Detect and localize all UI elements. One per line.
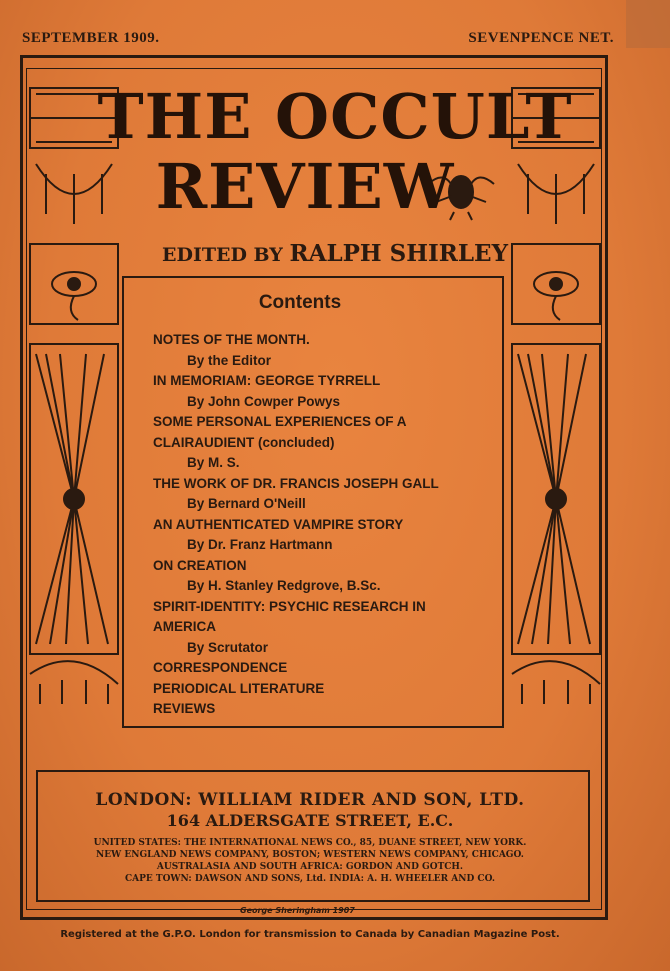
registration-notice: Registered at the G.P.O. London for transmission to Canada by Canadian Magazine Post. (60, 929, 560, 940)
toc-entry (153, 597, 483, 659)
artist-signature: George Sheringham 1907 (240, 906, 355, 915)
magazine-title-line1: THE OCCULT (97, 80, 573, 153)
toc-author: By Bernard O'Neill (187, 496, 306, 511)
toc-title: REVIEWS (153, 701, 216, 716)
toc-title: NOTES OF THE MONTH. (153, 332, 310, 347)
toc-entry (153, 474, 483, 515)
distributor-line: CAPE TOWN: DAWSON AND SONS, Ltd. INDIA: A. H. WHEELER AND CO. (124, 874, 496, 884)
toc-title: CORRESPONDENCE (153, 660, 288, 675)
editor-name: RALPH SHIRLEY (289, 240, 508, 267)
toc-title: PERIODICAL LITERATURE (153, 680, 325, 696)
toc-title: SOME PERSONAL EXPERIENCES OF A CLAIRAUDIENT (concluded) (153, 414, 407, 450)
toc-author: By the Editor (187, 352, 272, 368)
issue-price: SEVENPENCE NET. (468, 30, 614, 46)
issue-date: SEPTEMBER 1909. (22, 30, 160, 46)
magazine-title-line2: REVIEW (155, 150, 455, 223)
toc-entry (153, 658, 483, 679)
toc-title: AN AUTHENTICATED VAMPIRE STORY (153, 516, 404, 532)
toc-title: ON CREATION (153, 557, 247, 573)
toc-title: THE WORK OF DR. FRANCIS JOSEPH GALL (153, 475, 439, 491)
toc-entry (153, 556, 483, 597)
toc-entry (153, 330, 483, 371)
toc-title: IN MEMORIAM: GEORGE TYRRELL (153, 373, 381, 388)
distributor-line: NEW ENGLAND NEWS COMPANY, BOSTON; WESTERN NEWS COMPANY, CHICAGO. (96, 850, 524, 860)
contents-heading: Contents (258, 292, 342, 313)
edited-by-label: EDITED BY (162, 244, 283, 266)
distributor-line: AUSTRALASIA AND SOUTH AFRICA: GORDON AND GOTCH. (156, 862, 464, 872)
toc-entry (153, 371, 483, 412)
paper-corner-tab (626, 0, 670, 48)
table-of-contents (153, 330, 483, 720)
distributor-line: UNITED STATES: THE INTERNATIONAL NEWS CO., 85, DUANE STREET, NEW YORK. (93, 838, 527, 848)
publisher-address: 164 ALDERSGATE STREET, E.C. (166, 811, 454, 830)
toc-entry (153, 515, 483, 556)
toc-title: SPIRIT-IDENTITY: PSYCHIC RESEARCH IN AMERICA (153, 598, 426, 634)
toc-author: By Dr. Franz Hartmann (187, 537, 333, 552)
toc-entry (153, 412, 483, 474)
toc-author: By John Cowper Powys (187, 393, 341, 409)
toc-author: By Scrutator (187, 639, 269, 655)
toc-author: By H. Stanley Redgrove, B.Sc. (187, 578, 381, 593)
editor-credit (0, 240, 670, 267)
publisher-name: LONDON: WILLIAM RIDER AND SON, LTD. (95, 790, 525, 810)
toc-entry (153, 699, 483, 720)
toc-entry (153, 679, 483, 700)
toc-author: By M. S. (187, 455, 240, 470)
